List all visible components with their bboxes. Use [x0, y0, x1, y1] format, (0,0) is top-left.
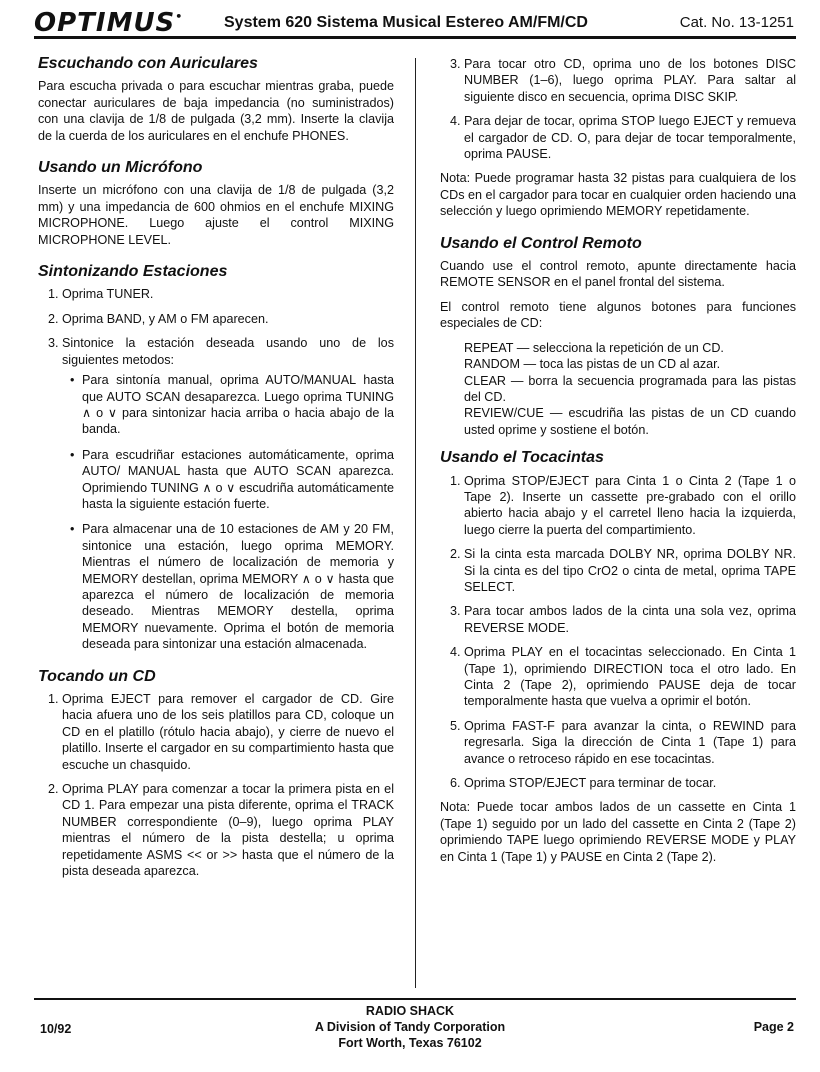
right-column: [440, 56, 796, 873]
numbered-list: [38, 286, 394, 652]
document-title: System 620 Sistema Musical Estereo AM/FM/CD: [224, 14, 588, 31]
list-item: [62, 335, 394, 652]
brand-name: OPTIMUS: [34, 8, 176, 38]
section-heading: Usando el Tocacintas: [440, 449, 604, 467]
list-item: 2. Oprima BAND, y AM o FM aparecen.: [62, 311, 394, 327]
publisher-address: Fort Worth, Texas 76102: [338, 1036, 482, 1050]
section-remote: [440, 236, 796, 438]
bullet-list: [62, 372, 394, 653]
section-tape: [440, 450, 796, 865]
list-item: 4. Para dejar de tocar, oprima STOP luego EJECT y remueva el cargador de CD. O, para dejar de tocar temporalmente, oprima PAUSE.: [464, 113, 796, 162]
numbered-list: [440, 473, 796, 792]
footer-date: 10/92: [40, 1022, 72, 1036]
list-item: 3. Para tocar otro CD, oprima uno de los botones DISC NUMBER (1–6), luego oprima PLAY. Para saltar al siguiente disco en secuencia, oprima DISC SKIP.: [464, 56, 796, 105]
section-heading: Usando el Control Remoto: [440, 234, 642, 252]
paragraph: Cuando use el control remoto, apunte directamente hacia REMOTE SENSOR en el panel frontal del sistema.: [440, 259, 796, 290]
definition-list: [440, 340, 796, 438]
brand-logo: [34, 8, 183, 38]
bullet-item: • Para sintonía manual, oprima AUTO/MANUAL hasta que AUTO SCAN desaparezca. Luego oprima TUNING ∧ o ∨ para sintonizar hacia arriba o hacia abajo de la banda.: [82, 372, 394, 438]
list-item: 1. Oprima TUNER.: [62, 286, 394, 302]
section-heading: Sintonizando Estaciones: [38, 263, 228, 281]
bullet-item: • Para almacenar una de 10 estaciones de AM y 20 FM, sintonice una estación, luego oprima MEMORY. Mientras el número de localización de memoria y MEMORY destellan, oprima MEMORY ∧ o ∨ hasta que aparezca el número de localización de memoria deseado. Mientras MEMORY destella, oprima MEMORY nuevamente. Oprima el botón de memoria deseada para sintonizar una estación almacenada.: [82, 521, 394, 652]
publisher-division: A Division of Tandy Corporation: [314, 1020, 506, 1034]
section-heading: Escuchando con Auriculares: [38, 55, 258, 72]
numbered-list: [38, 691, 394, 879]
section-microphone: [38, 160, 394, 248]
paragraph: Inserte un micrófono con una clavija de 1/8 de pulgada (3,2 mm) y una impedancia de 600 ohmios en el enchufe MIXING MICROPHONE. Luego ajuste el control MIXING MICROPHONE LEVEL.: [38, 183, 394, 247]
page-header: [34, 10, 794, 36]
list-item: 2. Oprima PLAY para comenzar a tocar la primera pista en el CD 1. Para empezar una pista diferente, oprima el TRACK NUMBER correspondiente (0–9), luego oprima PLAY mientras el número de la pista destella; u oprima repetidamente ASMS << or >> hasta que el número de la pista deseada aparezca.: [62, 781, 394, 879]
list-item: 5. Oprima FAST-F para avanzar la cinta, o REWIND para regresarla. Siga la dirección de Cinta 1 (Tape 1) para avance o retroceso rápido en ese tocacintas.: [464, 718, 796, 767]
section-cd: [38, 669, 394, 880]
brand-mark: •: [175, 10, 184, 23]
note: Nota: Puede tocar ambos lados de un cassette en Cinta 1 (Tape 1) seguido por un lado del cassette en Cinta 2 (Tape 2) oprimiendo TAPE luego oprimiendo REVERSE MODE y PLAY en Cinta 1 (Tape 1) y PAUSE en Cinta 2 (Tape 2).: [440, 800, 796, 864]
list-item: 1. Oprima STOP/EJECT para Cinta 1 o Cinta 2 (Tape 1 o Tape 2). Inserte un cassette pre-grabado con el orillo abierto hacia abajo y el carretel lleno hacia la izquierda, luego cierre la puerta del compartimiento.: [464, 473, 796, 539]
page-number: Page 2: [753, 1020, 794, 1034]
list-item: 6. Oprima STOP/EJECT para terminar de tocar.: [464, 775, 796, 791]
note: Nota: Puede programar hasta 32 pistas para cualquiera de los CDs en el cargador para tocar en cualquier orden haciendo una selección y luego oprimiendo MEMORY repetidamente.: [440, 171, 796, 219]
paragraph: Para escucha privada o para escuchar mientras graba, puede conectar auriculares de baja impedancia (no suministrados) con una clavija de 1/8 de pulgada (3,2 mm). Inserte la clavija de la cuerda de los auriculares en el enchufe PHONES.: [38, 79, 394, 143]
section-tuning: [38, 264, 394, 653]
list-item-text: Sintonice la estación deseada usando uno de los siguientes metodos:: [62, 336, 394, 367]
list-item: 4. Oprima PLAY en el tocacintas seleccionado. En Cinta 1 (Tape 1), oprimiendo DIRECTION toca el otro lado. En Cinta 2 (Tape 2), oprimiendo PAUSE deja de tocar temporalmente hasta que vuelva a oprimir el botón.: [464, 644, 796, 710]
footer-publisher: [260, 1003, 560, 1051]
definition-item: REVIEW/CUE — escudriña las pistas de un CD cuando usted oprime y sostiene el botón.: [464, 406, 796, 437]
definition-item: CLEAR — borra la secuencia programada para las pistas del CD.: [464, 373, 796, 404]
publisher-name: RADIO SHACK: [365, 1004, 455, 1018]
list-item: 1. Oprima EJECT para remover el cargador de CD. Gire hacia afuera uno de los seis platillos para CD, coloque un CD en el platillo (rótulo hacia abajo), y cierre de nuevo el platillo. Inserte el cargador en su compartimiento hasta que escuche un chasquido.: [62, 691, 394, 773]
section-heading: Usando un Micrófono: [38, 159, 203, 177]
definition-item: REPEAT — selecciona la repetición de un CD.: [464, 340, 724, 355]
catalog-number: Cat. No. 13-1251: [679, 14, 794, 31]
column-divider: [415, 58, 416, 988]
list-item: 3. Para tocar ambos lados de la cinta una sola vez, oprima REVERSE MODE.: [464, 603, 796, 636]
definition-item: RANDOM — toca las pistas de un CD al azar.: [464, 357, 721, 372]
left-column: [38, 56, 394, 887]
bullet-item: • Para escudriñar estaciones automáticamente, oprima AUTO/ MANUAL hasta que AUTO SCAN aparezca. Oprimiendo TUNING ∧ o ∨ escudriña automáticamente hasta la siguiente estación fuerte.: [82, 447, 394, 513]
list-item: 2. Si la cinta esta marcada DOLBY NR, oprima DOLBY NR. Si la cinta es del tipo CrO2 o cinta de metal, oprima TAPE SELECT.: [464, 546, 796, 595]
header-rule: [34, 36, 796, 39]
paragraph: El control remoto tiene algunos botones para funciones especiales de CD:: [440, 299, 796, 331]
section-headphones: [38, 56, 394, 144]
numbered-list: [440, 56, 796, 162]
section-heading: Tocando un CD: [38, 667, 156, 685]
footer-rule: [34, 998, 796, 1000]
